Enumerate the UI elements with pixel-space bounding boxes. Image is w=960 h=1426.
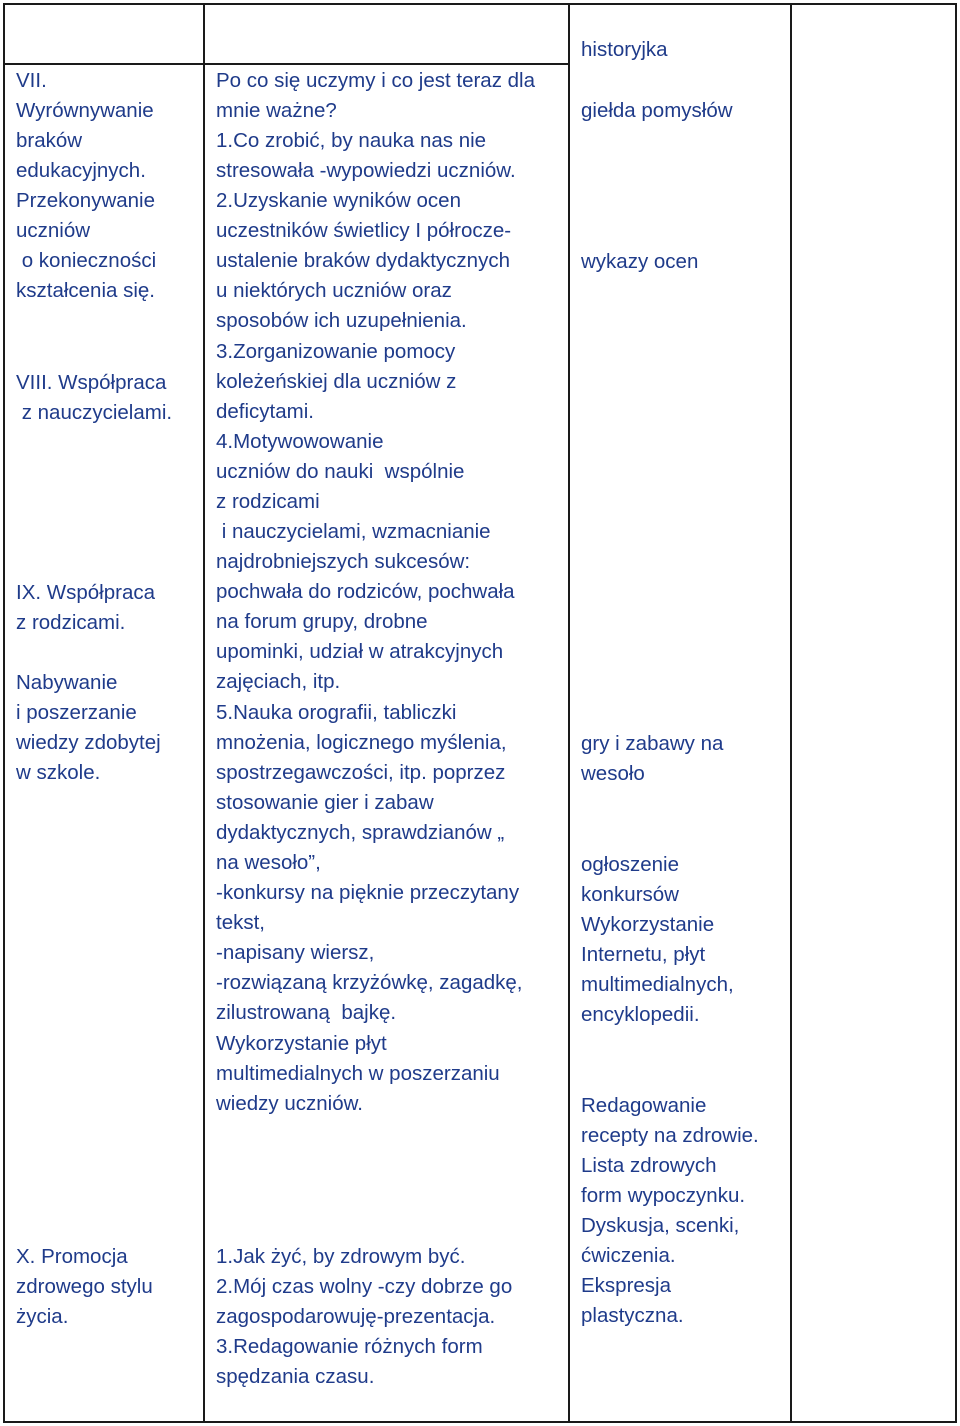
- text-line: mnożenia, logicznego myślenia,: [216, 731, 507, 754]
- text-line: form wypoczynku.: [581, 1184, 746, 1207]
- text-line: i nauczycielami, wzmacnianie: [216, 520, 491, 543]
- text-line: o konieczności: [16, 249, 157, 272]
- text-line: VIII. Współpraca: [16, 371, 167, 394]
- text-line: na wesoło”,: [216, 851, 321, 874]
- text-line: uczniów: [16, 219, 91, 242]
- text-line: na forum grupy, drobne: [216, 610, 428, 633]
- text-line: upominki, udział w atrakcyjnych: [216, 640, 504, 663]
- text-line: najdrobniejszych sukcesów:: [216, 550, 471, 573]
- table-border-right: [955, 3, 957, 1423]
- text-line: koleżeńskiej dla uczniów z: [216, 370, 457, 393]
- text-line: deficytami.: [216, 400, 314, 423]
- text-line: zagospodarowuję-prezentacja.: [216, 1305, 496, 1328]
- text-line: Po co się uczymy i co jest teraz dla: [216, 69, 536, 92]
- text-line: Redagowanie: [581, 1094, 707, 1117]
- text-line: wiedzy zdobytej: [16, 731, 161, 754]
- text-line: Ekspresja: [581, 1274, 672, 1297]
- text-line: 3.Zorganizowanie pomocy: [216, 340, 456, 363]
- text-line: tekst,: [216, 911, 265, 934]
- table-row-divider: [3, 63, 203, 65]
- text-line: wykazy ocen: [581, 250, 699, 273]
- text-line: Internetu, płyt: [581, 943, 706, 966]
- table-border-col1: [203, 3, 205, 1423]
- text-line: 3.Redagowanie różnych form: [216, 1335, 483, 1358]
- text-line: ćwiczenia.: [581, 1244, 676, 1267]
- text-line: spędzania czasu.: [216, 1365, 375, 1388]
- text-line: stresowała -wypowiedzi uczniów.: [216, 159, 516, 182]
- text-line: multimedialnych w poszerzaniu: [216, 1062, 500, 1085]
- text-line: stosowanie gier i zabaw: [216, 791, 434, 814]
- text-line: w szkole.: [16, 761, 101, 784]
- text-line: X. Promocja: [16, 1245, 128, 1268]
- text-line: mnie ważne?: [216, 99, 337, 122]
- text-line: giełda pomysłów: [581, 99, 733, 122]
- text-line: kształcenia się.: [16, 279, 156, 302]
- table-border-col3: [790, 3, 792, 1423]
- text-line: Nabywanie: [16, 671, 118, 694]
- text-line: recepty na zdrowie.: [581, 1124, 759, 1147]
- table-border-bottom: [3, 1421, 957, 1423]
- text-line: edukacyjnych.: [16, 159, 146, 182]
- text-line: 5.Nauka orografii, tabliczki: [216, 701, 457, 724]
- text-line: Lista zdrowych: [581, 1154, 717, 1177]
- text-line: z rodzicami.: [16, 611, 126, 634]
- text-line: ustalenie braków dydaktycznych: [216, 249, 510, 272]
- text-line: u niektórych uczniów oraz: [216, 279, 452, 302]
- text-line: zilustrowaną bajkę.: [216, 1001, 397, 1024]
- text-line: dydaktycznych, sprawdzianów „: [216, 821, 505, 844]
- text-line: wiedzy uczniów.: [216, 1092, 363, 1115]
- text-line: sposobów ich uzupełnienia.: [216, 309, 467, 332]
- text-line: 1.Co zrobić, by nauka nas nie: [216, 129, 487, 152]
- text-line: multimedialnych,: [581, 973, 734, 996]
- text-line: encyklopedii.: [581, 1003, 700, 1026]
- text-line: zdrowego stylu: [16, 1275, 153, 1298]
- text-line: ogłoszenie: [581, 853, 680, 876]
- text-line: uczestników świetlicy I półrocze-: [216, 219, 512, 242]
- text-line: historyjka: [581, 38, 668, 61]
- table-border-top: [3, 3, 957, 5]
- text-line: życia.: [16, 1305, 69, 1328]
- text-line: uczniów do nauki wspólnie: [216, 460, 465, 483]
- text-line: z nauczycielami.: [16, 401, 173, 424]
- text-line: Wykorzystanie płyt: [216, 1032, 387, 1055]
- table-row-divider: [203, 63, 568, 65]
- text-line: Przekonywanie: [16, 189, 156, 212]
- table-border-col2: [568, 3, 570, 1423]
- text-line: pochwała do rodziców, pochwała: [216, 580, 515, 603]
- text-line: IX. Współpraca: [16, 581, 155, 604]
- text-line: 1.Jak żyć, by zdrowym być.: [216, 1245, 466, 1268]
- text-line: -rozwiązaną krzyżówkę, zagadkę,: [216, 971, 523, 994]
- text-line: -napisany wiersz,: [216, 941, 375, 964]
- text-line: plastyczna.: [581, 1304, 684, 1327]
- text-line: braków: [16, 129, 83, 152]
- text-line: -konkursy na pięknie przeczytany: [216, 881, 520, 904]
- text-line: wesoło: [581, 762, 645, 785]
- text-line: Wyrównywanie: [16, 99, 154, 122]
- text-line: gry i zabawy na: [581, 732, 724, 755]
- text-line: 4.Motywowowanie: [216, 430, 384, 453]
- text-line: Dyskusja, scenki,: [581, 1214, 740, 1237]
- text-line: VII.: [16, 69, 47, 92]
- text-line: i poszerzanie: [16, 701, 137, 724]
- text-line: Wykorzystanie: [581, 913, 715, 936]
- text-line: spostrzegawczości, itp. poprzez: [216, 761, 506, 784]
- text-line: zajęciach, itp.: [216, 670, 341, 693]
- table-border-left: [3, 3, 5, 1423]
- text-line: 2.Uzyskanie wyników ocen: [216, 189, 461, 212]
- text-line: konkursów: [581, 883, 679, 906]
- text-line: z rodzicami: [216, 490, 320, 513]
- text-line: 2.Mój czas wolny -czy dobrze go: [216, 1275, 513, 1298]
